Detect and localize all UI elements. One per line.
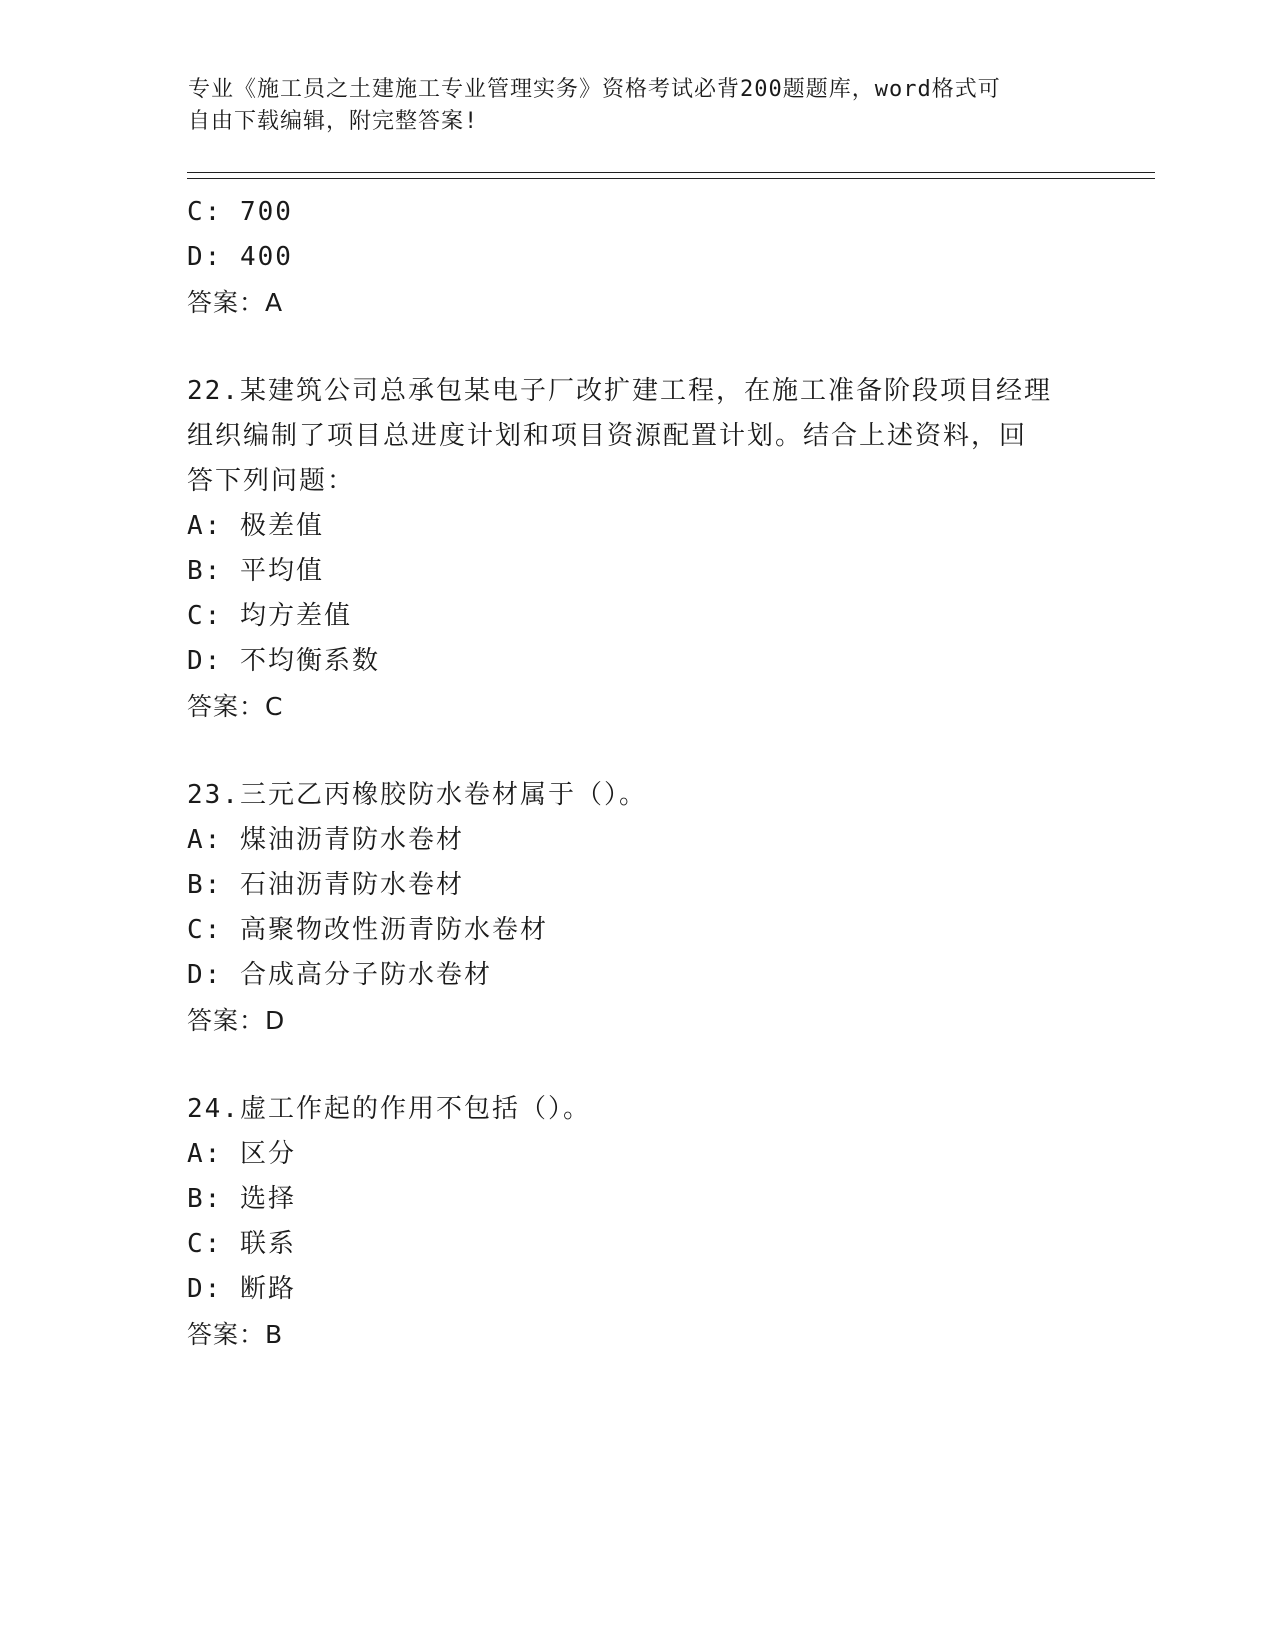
prev-question-tail bbox=[187, 190, 1087, 325]
option-d: D: 合成高分子防水卷材 bbox=[187, 960, 492, 990]
option-a: A: 区分 bbox=[187, 1139, 296, 1169]
option-d: D: 断路 bbox=[187, 1274, 296, 1304]
option-a: A: 煤油沥青防水卷材 bbox=[187, 825, 464, 855]
question-stem-line: 组织编制了项目总进度计划和项目资源配置计划。结合上述资料，回 bbox=[187, 421, 1028, 451]
option-b: B: 石油沥青防水卷材 bbox=[187, 870, 464, 900]
option-d: D: 400 bbox=[187, 242, 293, 272]
question-24 bbox=[187, 1087, 1087, 1357]
header-rule-top bbox=[187, 172, 1155, 173]
header-rule-bottom bbox=[187, 178, 1155, 179]
option-c: C: 高聚物改性沥青防水卷材 bbox=[187, 915, 548, 945]
answer-label: 答案：A bbox=[187, 288, 284, 317]
option-a: A: 极差值 bbox=[187, 511, 324, 541]
header-line-2: 自由下载编辑，附完整答案! bbox=[188, 109, 479, 134]
question-22 bbox=[187, 369, 1087, 729]
header-line-1: 专业《施工员之土建施工专业管理实务》资格考试必背200题题库，word格式可 bbox=[188, 77, 1001, 102]
question-content bbox=[187, 190, 1087, 1357]
answer-label: 答案：D bbox=[187, 1006, 286, 1035]
option-c: C: 联系 bbox=[187, 1229, 296, 1259]
spacer bbox=[187, 729, 1087, 773]
question-23 bbox=[187, 773, 1087, 1043]
spacer bbox=[187, 325, 1087, 369]
option-c: C: 均方差值 bbox=[187, 601, 352, 631]
option-d: D: 不均衡系数 bbox=[187, 646, 380, 676]
question-stem-line: 答下列问题： bbox=[187, 466, 356, 496]
option-b: B: 选择 bbox=[187, 1184, 296, 1214]
spacer bbox=[187, 1043, 1087, 1087]
option-b: B: 平均值 bbox=[187, 556, 324, 586]
option-c: C: 700 bbox=[187, 197, 293, 227]
answer-label: 答案：B bbox=[187, 1320, 284, 1349]
question-stem-line: 22.某建筑公司总承包某电子厂改扩建工程，在施工准备阶段项目经理 bbox=[187, 376, 1052, 406]
question-stem-line: 24.虚工作起的作用不包括（）。 bbox=[187, 1094, 591, 1124]
answer-label: 答案：C bbox=[187, 692, 284, 721]
page-header bbox=[188, 74, 1068, 138]
question-stem-line: 23.三元乙丙橡胶防水卷材属于（）。 bbox=[187, 780, 647, 810]
